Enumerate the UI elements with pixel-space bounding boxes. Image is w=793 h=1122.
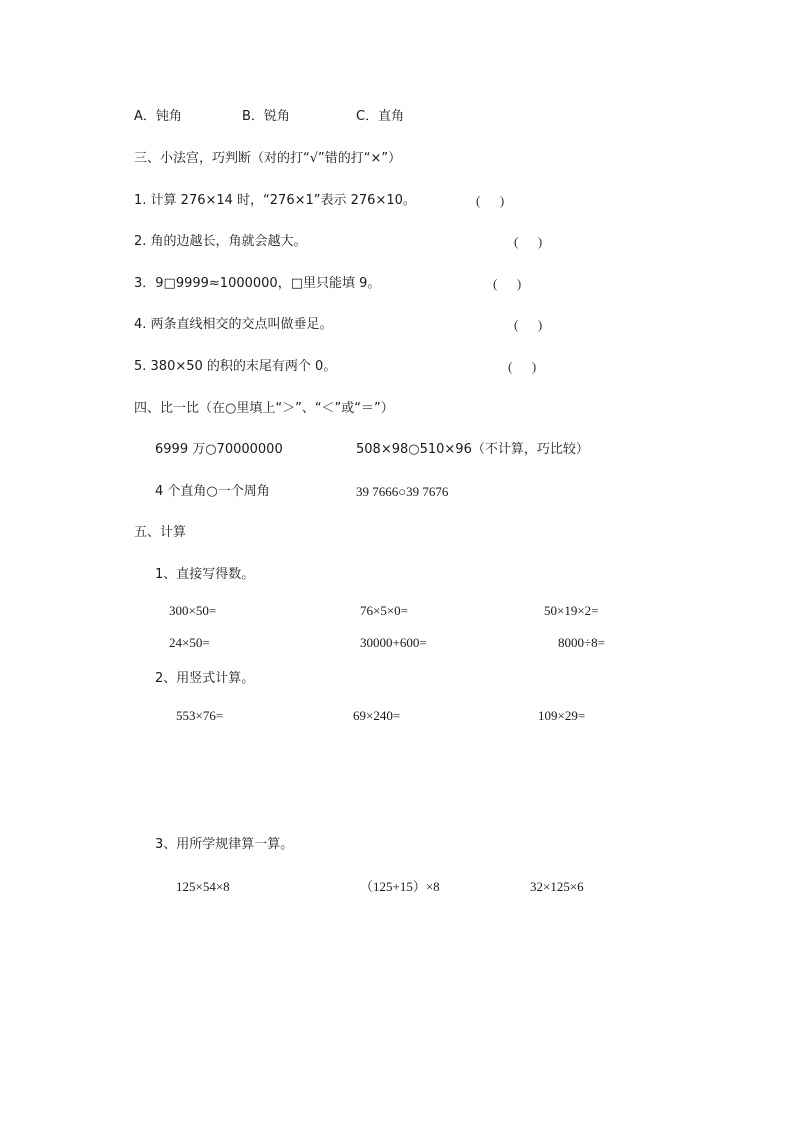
question-5: 5. 380×50 的积的末尾有两个 0。 [134,359,337,374]
mental-math-item: 300×50= [169,603,217,618]
mental-math-item: 50×19×2= [544,603,599,618]
compare-item-3: 4 个直角○一个周角 [155,484,270,499]
answer-blank-4[interactable]: ( ) [514,317,543,332]
rule-calc-item: 32×125×6 [530,879,584,894]
mental-math-item: 24×50= [169,635,210,650]
rule-calc-item: 125×54×8 [176,879,230,894]
choice-option-b: B．锐角 [242,109,290,124]
vertical-calc-item: 69×240= [353,708,401,723]
subsection-title: 3、用所学规律算一算。 [155,837,294,852]
rule-calc-item: （125+15）×8 [360,879,440,894]
question-2: 2. 角的边越长，角就会越大。 [134,234,307,249]
answer-blank-5[interactable]: ( ) [508,359,537,374]
choice-option-a: A．钝角 [134,109,182,124]
subsection-title: 2、用竖式计算。 [155,671,255,686]
choice-option-c: C．直角 [356,109,405,124]
answer-blank-1[interactable]: ( ) [476,193,505,208]
question-3: 3．9□9999≈1000000，□里只能填 9。 [134,276,381,291]
compare-item-1: 6999 万○70000000 [155,442,283,457]
compare-item-4: 39 7666○39 7676 [356,484,449,499]
answer-blank-2[interactable]: ( ) [514,234,543,249]
mental-math-item: 8000÷8= [558,635,605,650]
mental-math-item: 76×5×0= [360,603,408,618]
subsection-title: 1、直接写得数。 [155,567,255,582]
vertical-calc-item: 109×29= [538,708,586,723]
section-title: 三、小法宫，巧判断（对的打“√”错的打“×”） [134,151,402,166]
question-4: 4. 两条直线相交的交点叫做垂足。 [134,317,333,332]
section-title: 四、比一比（在○里填上“＞”、“＜”或“＝”） [134,401,394,416]
section-title: 五、计算 [134,525,187,540]
mental-math-item: 30000+600= [360,635,427,650]
compare-item-2: 508×98○510×96（不计算，巧比较） [356,442,589,457]
answer-blank-3[interactable]: ( ) [493,276,522,291]
question-1: 1. 计算 276×14 时，“276×1”表示 276×10。 [134,193,416,208]
vertical-calc-item: 553×76= [176,708,224,723]
